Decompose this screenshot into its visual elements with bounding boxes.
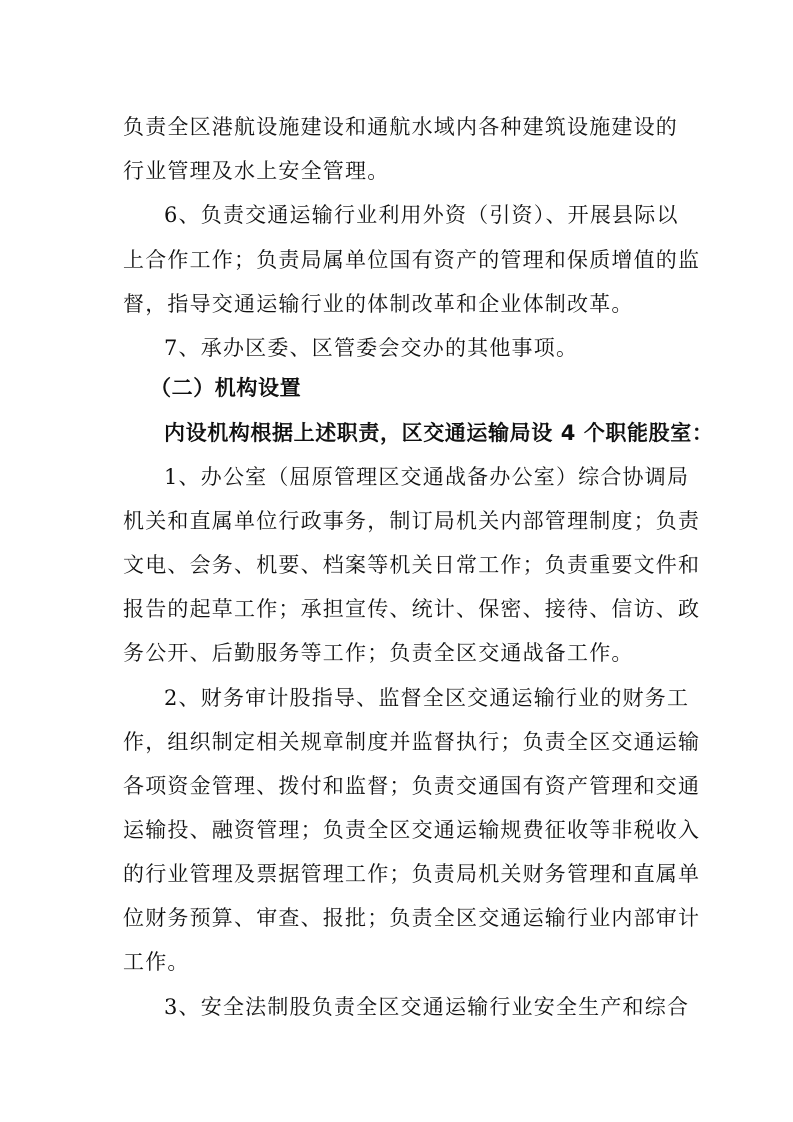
body-text-line: 务公开、后勤服务等工作；负责全区交通战备工作。 <box>123 641 634 665</box>
body-text-line: 7、承办区委、区管委会交办的其他事项。 <box>164 336 579 360</box>
body-text-line: 文电、会务、机要、档案等机关日常工作；负责重要文件和 <box>123 553 701 577</box>
body-text-line: 位财务预算、审查、报批；负责全区交通运输行业内部审计 <box>123 906 701 930</box>
section-heading: （二）机构设置 <box>150 376 302 400</box>
body-text-line: 负责全区港航设施建设和通航水域内各种建筑设施建设的 <box>123 115 678 139</box>
body-text-line: 上合作工作；负责局属单位国有资产的管理和保质增值的监 <box>123 248 701 272</box>
body-text-line: 工作。 <box>123 950 190 974</box>
body-text-line: 作，组织制定相关规章制度并监督执行；负责全区交通运输 <box>123 730 701 754</box>
body-text-line: 行业管理及水上安全管理。 <box>123 159 390 183</box>
body-text-line: 6、负责交通运输行业利用外资（引资）、开展县际以 <box>164 203 679 227</box>
body-text-line: 报告的起草工作；承担宣传、统计、保密、接待、信访、政 <box>123 597 701 621</box>
body-text-line: 督，指导交通运输行业的体制改革和企业体制改革。 <box>123 292 634 316</box>
body-text-line: 3、安全法制股负责全区交通运输行业安全生产和综合 <box>164 995 690 1019</box>
body-text-line: 1、办公室（屈原管理区交通战备办公室）综合协调局 <box>164 465 690 489</box>
section-intro: 内设机构根据上述职责，区交通运输局设 4 个职能股室： <box>164 421 714 445</box>
body-text-line: 运输投、融资管理；负责全区交通运输规费征收等非税收入 <box>123 818 701 842</box>
body-text-line: 2、财务审计股指导、监督全区交通运输行业的财务工 <box>164 686 690 710</box>
body-text-line: 的行业管理及票据管理工作；负责局机关财务管理和直属单 <box>123 862 701 886</box>
body-text-line: 机关和直属单位行政事务，制订局机关内部管理制度；负责 <box>123 509 701 533</box>
body-text-line: 各项资金管理、拨付和监督；负责交通国有资产管理和交通 <box>123 774 701 798</box>
